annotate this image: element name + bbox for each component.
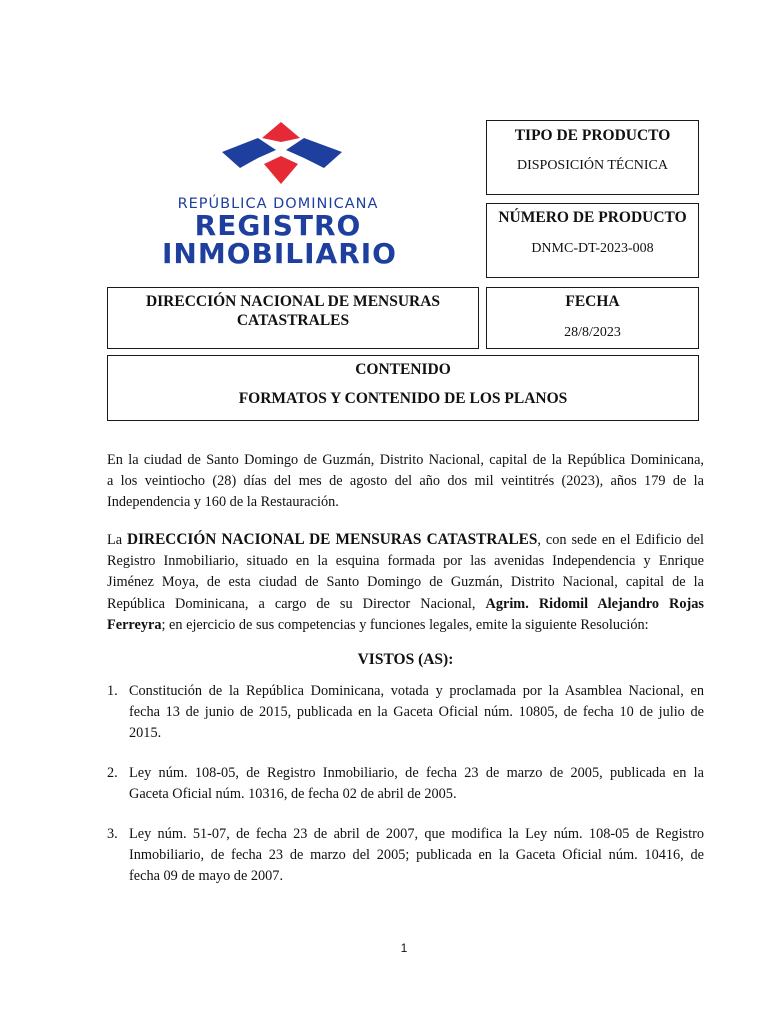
contenido-title: CONTENIDO: [355, 361, 451, 378]
list-item: Ley núm. 108-05, de Registro Inmobiliario, de fecha 23 de marzo de 2005, publicada en la Gaceta Oficial núm. 10316, de fecha 02 de abril de 2005.: [129, 765, 704, 803]
tipo-producto-value: DISPOSICIÓN TÉCNICA: [516, 158, 669, 173]
tipo-producto-box: [486, 120, 699, 195]
intro-line: a los veintiocho (28) días del mes de agosto del año dos mil veintitrés (2023), años 179 de la: [107, 473, 704, 490]
page-number: 1: [400, 941, 408, 955]
list-item-number: 2.: [107, 765, 118, 781]
numero-producto-value: DNMC-DT-2023-008: [531, 241, 654, 256]
list-item: Ley núm. 51-07, de fecha 23 de abril de 2007, que modifica la Ley núm. 108-05 de Registro Inmobiliario, de fecha 23 de marzo del 2005; publicada en la Gaceta Oficial núm. 10416, de fecha 09 de mayo de 2007.: [129, 826, 704, 885]
list-item-number: 3.: [107, 826, 118, 842]
fecha-value: 28/8/2023: [564, 325, 621, 340]
logo-line1: REGISTRO: [194, 209, 362, 242]
numero-producto-title: NÚMERO DE PRODUCTO: [498, 209, 687, 226]
resolution-paragraph: [107, 529, 704, 636]
tipo-producto-title: TIPO DE PRODUCTO: [514, 127, 671, 144]
numero-producto-box: [486, 203, 699, 278]
logo-country: REPÚBLICA DOMINICANA: [177, 196, 379, 212]
list-item-number: 1.: [107, 683, 118, 699]
registro-logo: [162, 112, 397, 272]
intro-paragraph: [107, 450, 704, 514]
direccion-box: [107, 287, 479, 349]
contenido-subtitle: FORMATOS Y CONTENIDO DE LOS PLANOS: [238, 390, 568, 407]
intro-line: Independencia y 160 de la Restauración.: [107, 494, 339, 511]
director-name: Agrim. Ridomil Alejandro Rojas: [485, 595, 704, 612]
fecha-box: [486, 287, 699, 349]
logo-line2: INMOBILIARIO: [162, 237, 397, 270]
fecha-title: FECHA: [565, 293, 620, 310]
vistos-heading: VISTOS (AS):: [357, 651, 454, 668]
intro-line: En la ciudad de Santo Domingo de Guzmán, Distrito Nacional, capital de la República Dominicana,: [107, 452, 704, 468]
director-surname: Ferreyra: [107, 616, 162, 633]
resolution-line: Registro Inmobiliario, situado en la esquina formada por las avenidas Independencia y Enrique: [107, 553, 704, 570]
list-item: Constitución de la República Dominicana, votada y proclamada por la Asamblea Nacional, en fecha 13 de junio de 2015, publicada en la Gaceta Oficial núm. 10805, de fecha 10 de julio de 2015.: [129, 683, 704, 742]
direccion-line2: CATASTRALES: [236, 312, 350, 329]
resolution-line: Ferreyra; en ejercicio de sus competencias y funciones legales, emite la siguiente Resolución:: [107, 616, 649, 633]
resolution-line: Jiménez Moya, de esta ciudad de Santo Domingo de Guzmán, Distrito Nacional, capital de la: [107, 574, 704, 591]
resolution-line: República Dominicana, a cargo de su Director Nacional, Agrim. Ridomil Alejandro Rojas: [107, 595, 704, 612]
contenido-box: [107, 355, 699, 421]
registro-emblem-icon: [162, 112, 394, 192]
direccion-line1: DIRECCIÓN NACIONAL DE MENSURAS: [145, 293, 441, 310]
organization-name: DIRECCIÓN NACIONAL DE MENSURAS CATASTRALES: [127, 531, 538, 548]
resolution-line: La DIRECCIÓN NACIONAL DE MENSURAS CATASTRALES, con sede en el Edificio del: [107, 531, 704, 548]
